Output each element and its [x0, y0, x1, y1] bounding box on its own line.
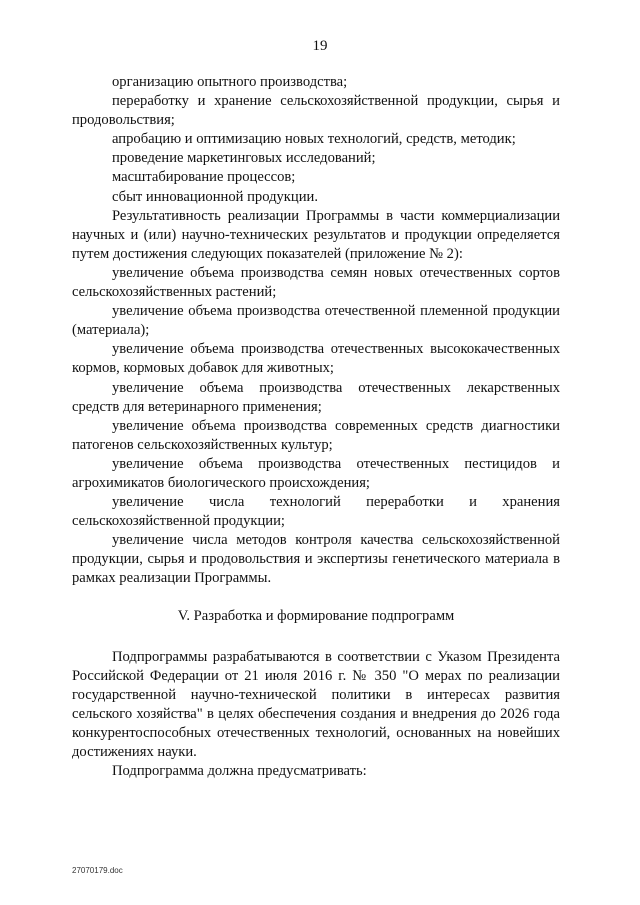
effectiveness-intro: Результативность реализации Программы в части коммерциализации научных и (или) научно-технических результатов и продукции определяется путем достижения следующих показателей (приложение № 2): [72, 207, 560, 262]
indicator-item: увеличение объема производства отечественных лекарственных средств для ветеринарного применения; [72, 379, 560, 415]
list-item: апробацию и оптимизацию новых технологий, средств, методик; [112, 131, 516, 148]
indicator-item: увеличение числа методов контроля качества сельскохозяйственной продукции, сырья и продовольствия и экспертизы генетического материала в рамках реализации Программы. [72, 532, 560, 587]
list-item: переработку и хранение сельскохозяйственной продукции, сырья и продовольствия; [72, 93, 560, 129]
section-heading: V. Разработка и формирование подпрограмм [177, 607, 455, 624]
list-item: организацию опытного производства; [112, 74, 348, 90]
indicator-item: увеличение объема производства отечественной племенной продукции (материала); [72, 303, 560, 339]
indicator-item: увеличение числа технологий переработки и хранения сельскохозяйственной продукции; [72, 494, 560, 530]
heading-spacer [72, 626, 560, 648]
page-number: 19 [312, 38, 328, 54]
list-item: сбыт инновационной продукции. [112, 188, 318, 205]
page-content [72, 73, 560, 781]
indicator-item: увеличение объема производства отечественных высококачественных кормов, кормовых добавок для животных; [72, 341, 560, 377]
file-name-footer: 27070179.doc [72, 866, 123, 875]
indicator-item: увеличение объема производства семян новых отечественных сортов сельскохозяйственных растений; [72, 264, 560, 301]
section-paragraph: Подпрограммы разрабатываются в соответствии с Указом Президента Российской Федерации от 21 июля 2016 г. № 350 "О мерах по реализации государственной научно-технической политики в интересах развития сельского хозяйства" в целях обеспечения создания и внедрения до 2026 года конкурентоспособных отечественных технологий, основанных на новейших достижениях науки. [72, 648, 560, 761]
indicator-item: увеличение объема производства современных средств диагностики патогенов сельскохозяйственных культур; [72, 417, 560, 453]
indicator-item: увеличение объема производства отечественных пестицидов и агрохимикатов биологического происхождения; [72, 455, 560, 491]
list-item: проведение маркетинговых исследований; [112, 150, 376, 167]
section-paragraph: Подпрограмма должна предусматривать: [112, 763, 367, 780]
list-item: масштабирование процессов; [112, 169, 296, 186]
